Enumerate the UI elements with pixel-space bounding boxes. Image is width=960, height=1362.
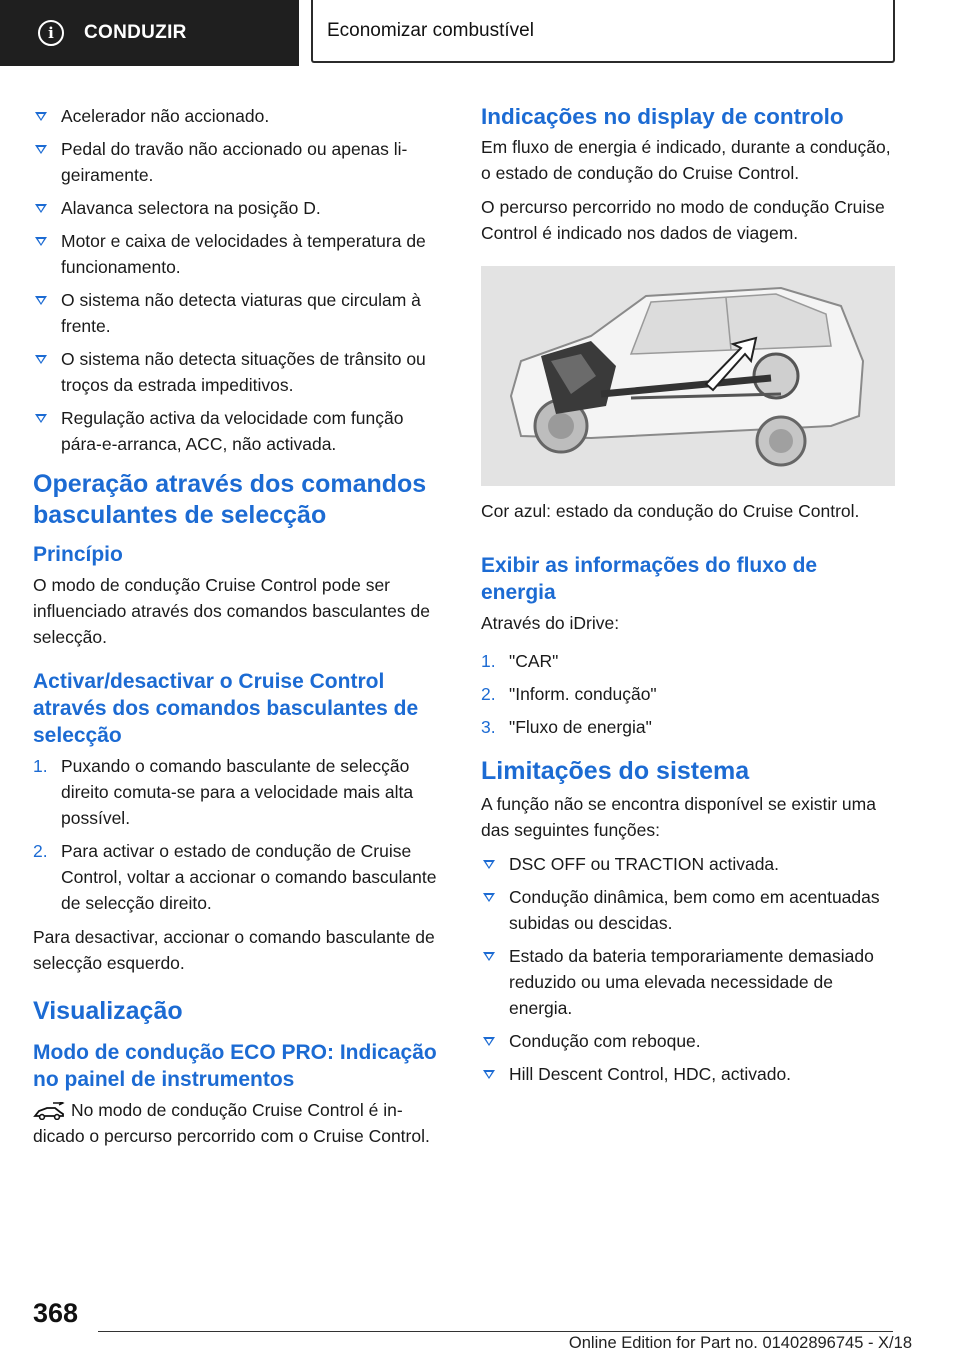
heading-eco-pro: Modo de condução ECO PRO: Indicação no painel de instrumentos [33, 1041, 437, 1091]
activate-steps [33, 753, 443, 916]
list-item: 1. Puxando o comando basculante de selecção direito comuta-se para a velocidade mais alta possível. [33, 756, 414, 828]
triangle-bullet-icon [483, 952, 495, 961]
list-item: Condução com reboque. [481, 1028, 897, 1054]
list-item: O sistema não detecta viaturas que circulam à frente. [33, 287, 443, 339]
menu-steps [481, 648, 897, 740]
triangle-bullet-icon [35, 112, 47, 121]
footer-divider [98, 1331, 893, 1332]
triangle-bullet-icon [35, 355, 47, 364]
triangle-bullet-icon [483, 893, 495, 902]
header-chapter [311, 0, 895, 63]
header-section-title: CONDUZIR [84, 22, 187, 43]
heading-display: Indicações no display de controlo [481, 104, 844, 129]
display-text-1: Em fluxo de energia é indicado, durante a condução, o estado de condução do Cruise Control. [481, 137, 891, 183]
deactivate-text: Para desactivar, accionar o comando basculante de selecção esquerdo. [33, 927, 435, 973]
list-item: Estado da bateria temporariamente demasiado reduzido ou uma elevada necessidade de energia. [481, 943, 897, 1021]
list-item: 1. "CAR" [481, 651, 559, 671]
triangle-bullet-icon [483, 1037, 495, 1046]
heading-principle: Princípio [33, 543, 123, 566]
cruise-car-icon [33, 1102, 65, 1120]
list-item: 2. Para activar o estado de condução de Cruise Control, voltar a accionar o comando basculante de selecção direito. [33, 841, 437, 913]
list-item: 3. "Fluxo de energia" [481, 717, 652, 737]
triangle-bullet-icon [483, 860, 495, 869]
info-icon: i [38, 20, 64, 46]
list-item: Regulação activa da velocidade com função pára-e-arranca, ACC, não activada. [33, 405, 443, 457]
triangle-bullet-icon [483, 1070, 495, 1079]
heading-activate: Activar/desactivar o Cruise Control através dos comandos basculantes de selecção [33, 670, 419, 747]
list-item: Pedal do travão não accionado ou apenas ligeiramente. [33, 136, 443, 188]
conditions-list [33, 103, 443, 457]
left-column [33, 103, 443, 1157]
list-item: Alavanca selectora na posição D. [33, 195, 443, 221]
heading-energy-flow: Exibir as informações do fluxo de energia [481, 554, 818, 604]
eco-text: No modo de condução Cruise Control é indicado o percurso percorrido com o Cruise Control. [33, 1100, 430, 1146]
car-drivetrain-image [481, 266, 895, 486]
triangle-bullet-icon [35, 204, 47, 213]
footer-edition: Online Edition for Part no. 01402896745 - X/18 [568, 1334, 912, 1352]
limitations-list [481, 851, 897, 1087]
list-item: O sistema não detecta situações de trânsito ou troços da estrada impeditivos. [33, 346, 443, 398]
triangle-bullet-icon [35, 296, 47, 305]
principle-text: O modo de condução Cruise Control pode ser influenciado através dos comandos basculantes de selecção. [33, 575, 430, 647]
heading-operation: Operação através dos comandos basculantes de selecção [33, 470, 427, 529]
list-item: Motor e caixa de velocidades à temperatura de funcionamento. [33, 228, 443, 280]
display-text-2: O percurso percorrido no modo de condução Cruise Control é indicado nos dados de viagem. [481, 197, 885, 243]
triangle-bullet-icon [35, 145, 47, 154]
page-number: 368 [33, 1298, 79, 1328]
heading-visualization: Visualização [33, 997, 183, 1025]
list-item: DSC OFF ou TRACTION activada. [481, 851, 897, 877]
chapter-title: Economizar combustível [327, 19, 534, 41]
limitations-text: A função não se encontra disponível se existir uma das seguintes funções: [481, 794, 876, 840]
heading-limitations: Limitações do sistema [481, 757, 750, 785]
list-item: 2. "Inform. condução" [481, 684, 657, 704]
list-item: Acelerador não accionado. [33, 103, 443, 129]
via-idrive-text: Através do iDrive: [481, 613, 620, 633]
figure-caption: Cor azul: estado da condução do Cruise Control. [481, 501, 860, 521]
header-section-tab [0, 0, 299, 66]
list-item: Condução dinâmica, bem como em acentuadas subidas ou descidas. [481, 884, 897, 936]
energy-flow-car-illustration [481, 266, 895, 486]
triangle-bullet-icon [35, 237, 47, 246]
triangle-bullet-icon [35, 414, 47, 423]
right-column [481, 103, 897, 1095]
list-item: Hill Descent Control, HDC, activado. [481, 1061, 897, 1087]
